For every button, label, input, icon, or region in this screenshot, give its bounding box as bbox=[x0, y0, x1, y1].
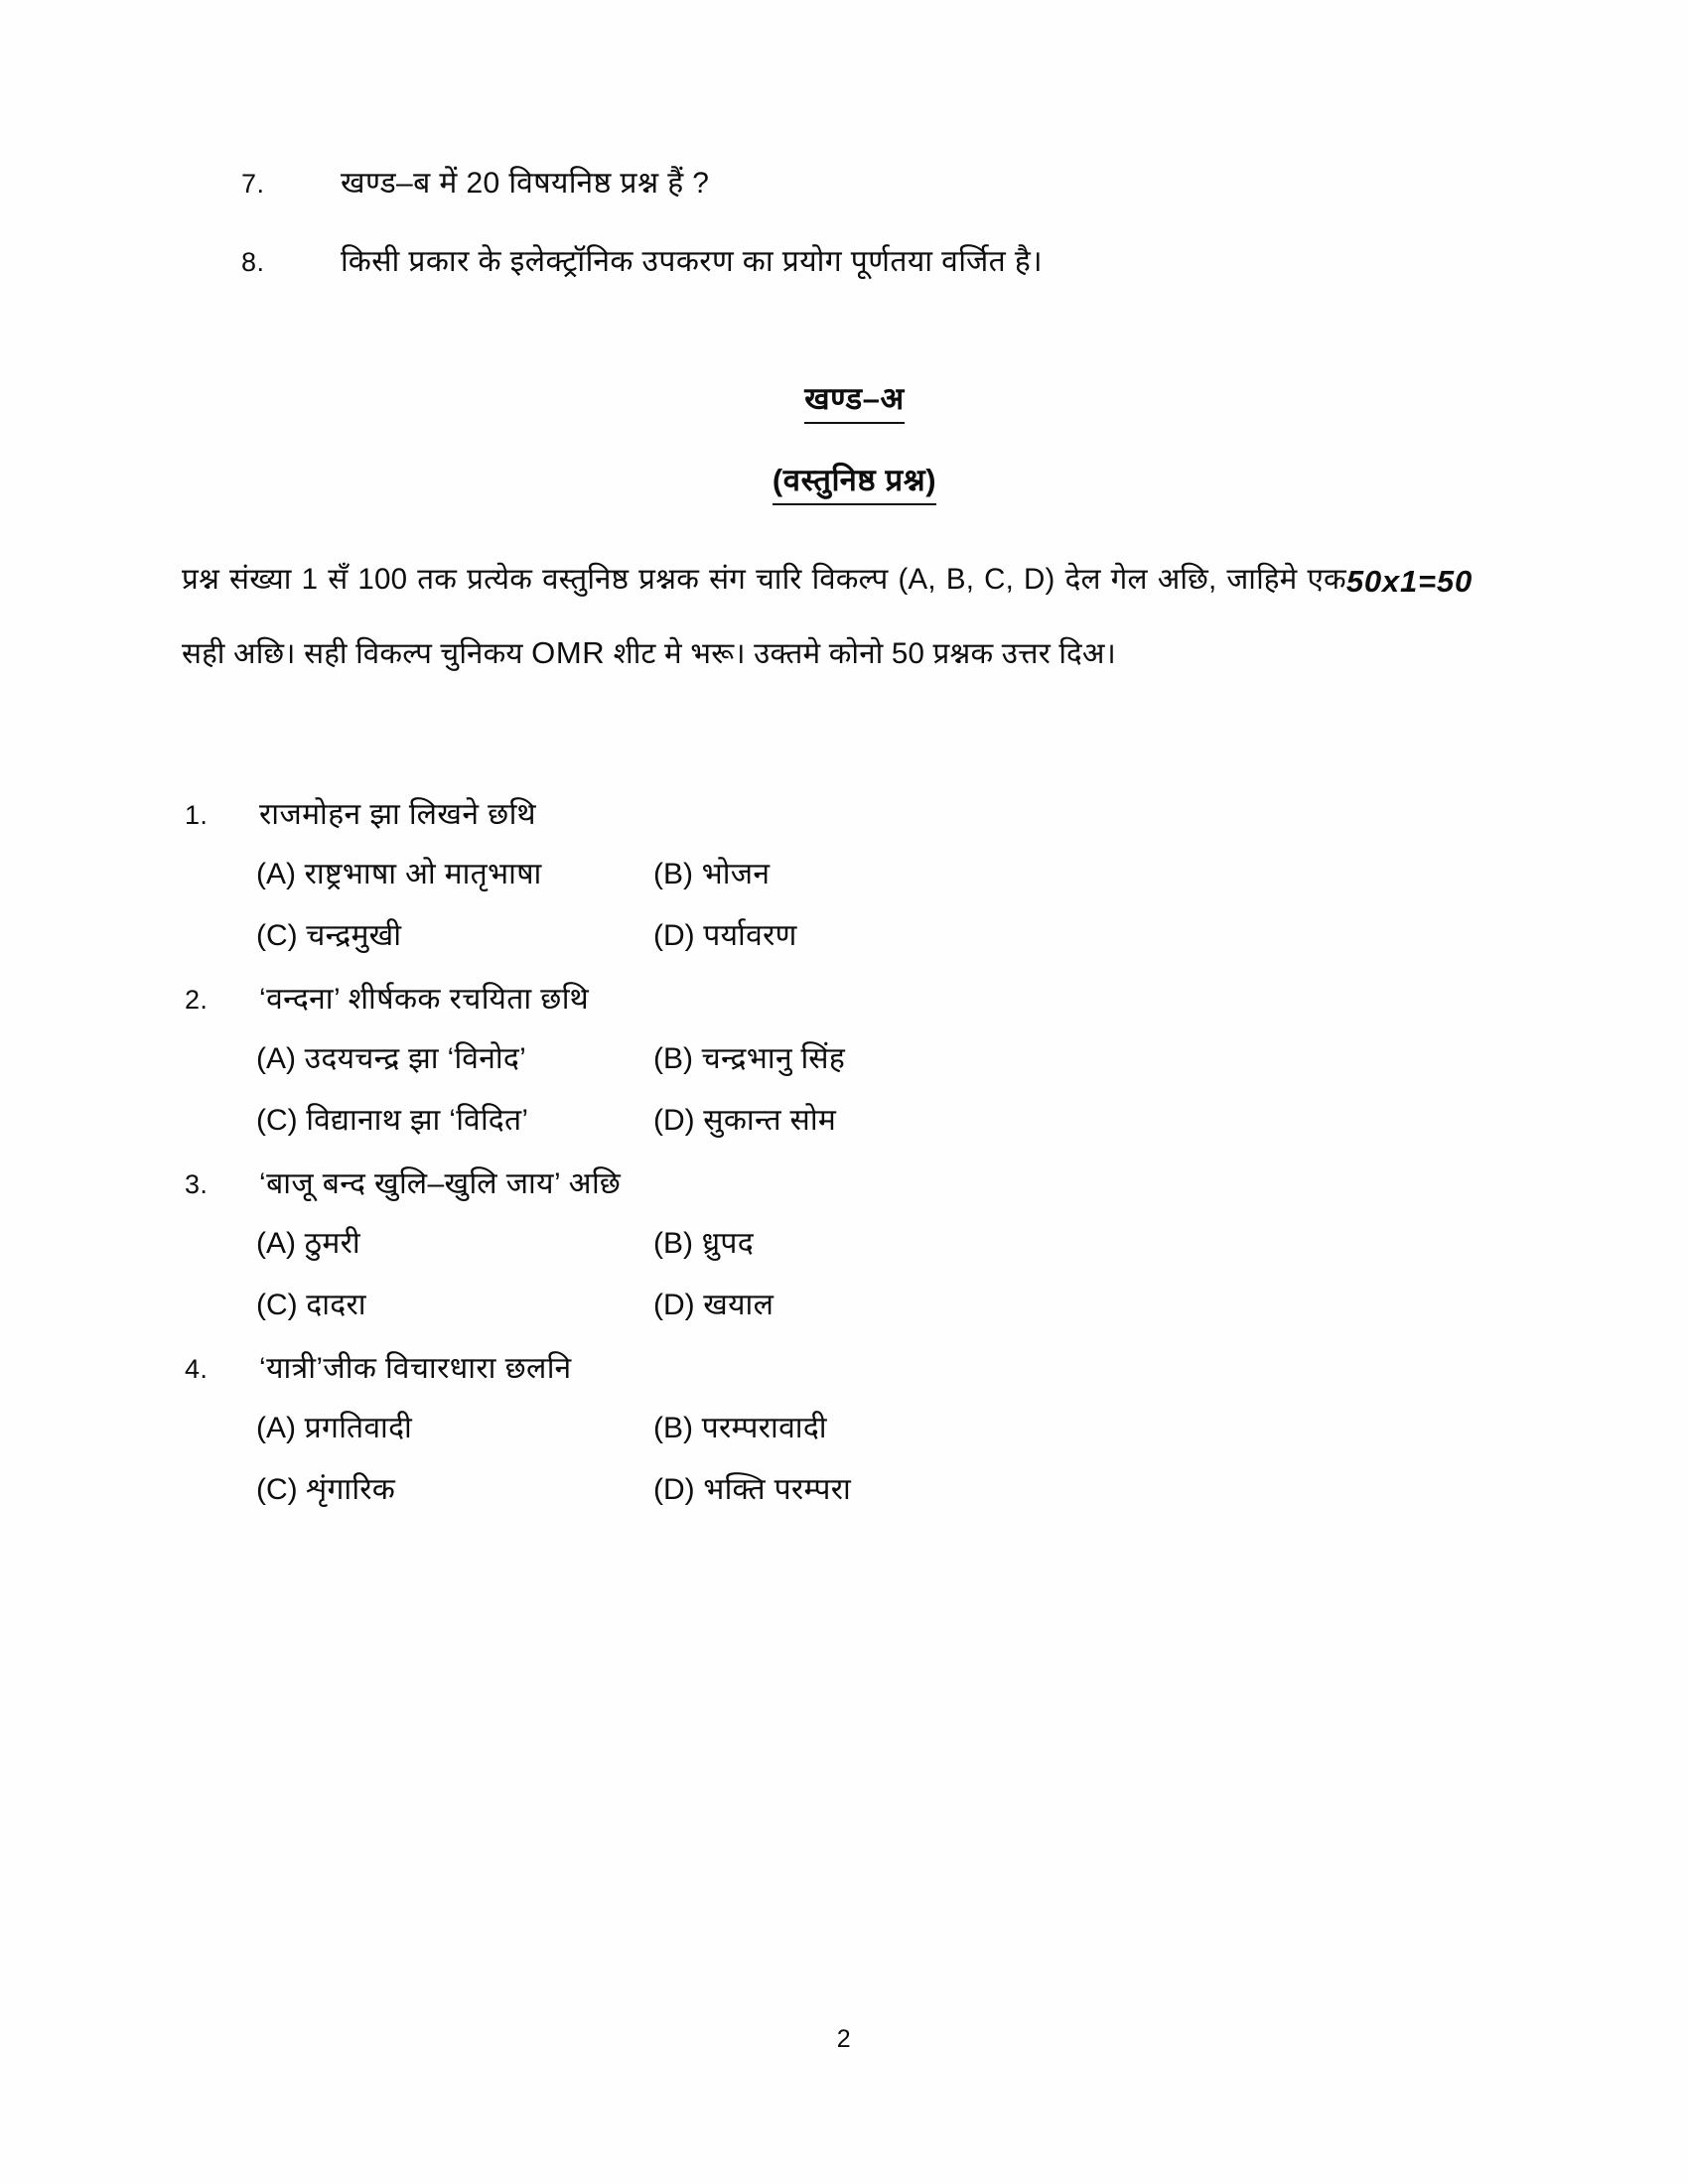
option-row bbox=[256, 1408, 1473, 1449]
option-tag: (B) bbox=[653, 1412, 693, 1444]
option-grid bbox=[256, 1223, 1473, 1326]
question-number: 2. bbox=[185, 985, 209, 1015]
question-number: 3. bbox=[185, 1169, 209, 1199]
question-block bbox=[182, 979, 1473, 1142]
option-tag: (D) bbox=[653, 1289, 695, 1321]
question-header bbox=[182, 979, 1473, 1021]
option-label: उदयचन्द्र झा ‘विनोद’ bbox=[304, 1042, 527, 1075]
option-tag: (B) bbox=[653, 858, 693, 890]
option-d[interactable] bbox=[653, 915, 797, 957]
marks-allocation: 50x1=50 bbox=[1345, 564, 1473, 599]
option-grid bbox=[256, 1038, 1473, 1142]
option-tag: (C) bbox=[256, 1104, 298, 1137]
instruction-list bbox=[241, 162, 1468, 318]
question-text: ‘वन्दना’ शीर्षकक रचयिता छथि bbox=[259, 983, 590, 1016]
option-tag: (B) bbox=[653, 1042, 693, 1075]
subsection-heading-text: (वस्तुनिष्ठ प्रश्न) bbox=[773, 459, 936, 505]
omr-label: OMR bbox=[531, 635, 606, 671]
option-label: ठुमरी bbox=[304, 1227, 360, 1260]
option-d[interactable] bbox=[653, 1469, 851, 1511]
option-b[interactable] bbox=[653, 1038, 845, 1080]
option-tag: (D) bbox=[653, 919, 695, 952]
question-block bbox=[182, 1163, 1473, 1326]
instruction-number: 7. bbox=[241, 169, 265, 199]
option-label: भक्ति परम्परा bbox=[703, 1473, 852, 1506]
question-header bbox=[182, 1348, 1473, 1390]
question-block bbox=[182, 794, 1473, 957]
option-tag: (D) bbox=[653, 1473, 695, 1506]
option-label: ध्रुपद bbox=[701, 1227, 754, 1260]
option-d[interactable] bbox=[653, 1100, 836, 1142]
question-text: ‘यात्री’जीक विचारधारा छलनि bbox=[259, 1352, 572, 1385]
option-d[interactable] bbox=[653, 1285, 774, 1326]
intro-text-part1: प्रश्न संख्या 1 सँ 100 तक प्रत्येक वस्तुनिष्ठ प्रश्नक संग चारि विकल्प (A, B, C, D) देल गेल अछि, जाहिमे एक सही अछि। सही विकल्प चुनिकय bbox=[182, 563, 1346, 671]
option-label: भोजन bbox=[701, 858, 771, 890]
option-c[interactable] bbox=[256, 1285, 653, 1326]
option-label: विद्यानाथ झा ‘विदित’ bbox=[306, 1104, 529, 1137]
option-row bbox=[256, 1038, 1473, 1080]
option-a[interactable] bbox=[256, 1038, 653, 1080]
option-label: खयाल bbox=[703, 1289, 774, 1321]
question-number: 1. bbox=[185, 800, 209, 830]
option-label: राष्ट्रभाषा ओ मातृभाषा bbox=[304, 858, 542, 890]
option-c[interactable] bbox=[256, 1469, 653, 1511]
option-tag: (A) bbox=[256, 1227, 296, 1260]
section-heading-text: खण्ड–अ bbox=[804, 377, 905, 424]
option-label: प्रगतिवादी bbox=[304, 1412, 413, 1444]
option-tag: (A) bbox=[256, 1412, 296, 1444]
option-c[interactable] bbox=[256, 915, 653, 957]
question-number: 4. bbox=[185, 1354, 209, 1384]
question-text: राजमोहन झा लिखने छथि bbox=[259, 798, 536, 831]
page-number: 2 bbox=[836, 2025, 852, 2053]
option-label: चन्द्रभानु सिंह bbox=[701, 1042, 846, 1075]
option-tag: (B) bbox=[653, 1227, 693, 1260]
option-tag: (A) bbox=[256, 858, 296, 890]
option-row bbox=[256, 1100, 1473, 1142]
instruction-item bbox=[241, 240, 1468, 284]
question-header bbox=[182, 794, 1473, 836]
option-label: पर्यावरण bbox=[703, 919, 797, 952]
option-row bbox=[256, 1285, 1473, 1326]
option-tag: (C) bbox=[256, 1473, 298, 1506]
option-row bbox=[256, 854, 1473, 895]
question-text: ‘बाजू बन्द खुलि–खुलि जाय’ अछि bbox=[259, 1167, 622, 1200]
option-row bbox=[256, 1469, 1473, 1511]
option-label: शृंगारिक bbox=[306, 1473, 396, 1506]
option-label: चन्द्रमुखी bbox=[306, 919, 402, 952]
instruction-number: 8. bbox=[241, 246, 265, 277]
subsection-heading bbox=[241, 459, 1468, 505]
option-a[interactable] bbox=[256, 1223, 653, 1265]
option-tag: (C) bbox=[256, 1289, 298, 1321]
intro-text-part2: शीट मे भरू। उक्तमे कोनो 50 प्रश्नक उत्तर दिअ। bbox=[605, 637, 1116, 671]
option-tag: (C) bbox=[256, 919, 298, 952]
option-grid bbox=[256, 1408, 1473, 1511]
option-grid bbox=[256, 854, 1473, 957]
question-list bbox=[182, 794, 1473, 1533]
intro-paragraph bbox=[182, 544, 1473, 691]
instruction-text: खण्ड–ब में 20 विषयनिष्ठ प्रश्न हैं ? bbox=[341, 167, 710, 200]
option-a[interactable] bbox=[256, 854, 653, 895]
option-tag: (D) bbox=[653, 1104, 695, 1137]
option-b[interactable] bbox=[653, 1408, 827, 1449]
section-heading bbox=[241, 377, 1468, 424]
option-b[interactable] bbox=[653, 854, 770, 895]
question-block bbox=[182, 1348, 1473, 1511]
option-b[interactable] bbox=[653, 1223, 754, 1265]
option-label: परम्परावादी bbox=[701, 1412, 827, 1444]
option-label: दादरा bbox=[306, 1289, 366, 1321]
option-c[interactable] bbox=[256, 1100, 653, 1142]
option-tag: (A) bbox=[256, 1042, 296, 1075]
option-row bbox=[256, 915, 1473, 957]
option-row bbox=[256, 1223, 1473, 1265]
option-a[interactable] bbox=[256, 1408, 653, 1449]
option-label: सुकान्त सोम bbox=[703, 1104, 837, 1137]
page-content-area bbox=[182, 0, 1473, 2184]
instruction-text: किसी प्रकार के इलेक्ट्रॉनिक उपकरण का प्रयोग पूर्णतया वर्जित है। bbox=[341, 244, 1043, 278]
instruction-item bbox=[241, 162, 1468, 205]
question-header bbox=[182, 1163, 1473, 1205]
